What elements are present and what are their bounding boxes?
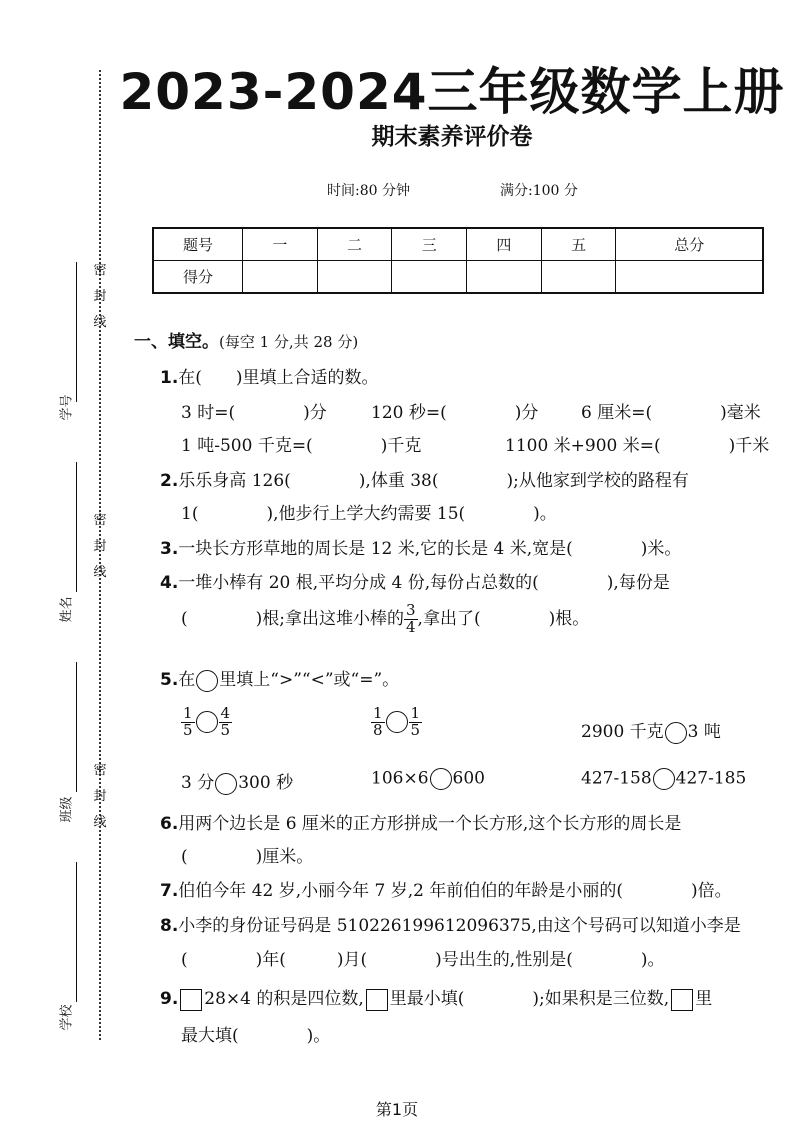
score-input-cell[interactable] xyxy=(243,261,318,294)
page-number: 第1页 xyxy=(375,1100,419,1119)
score-table-score-row xyxy=(153,261,763,294)
section-title: 一、填空。 xyxy=(134,332,219,352)
section-note: (每空 1 分,共 28 分) xyxy=(219,333,359,351)
page-title: 2023-2024三年级数学上册 xyxy=(119,63,785,121)
fraction xyxy=(371,706,385,739)
score-input-cell[interactable] xyxy=(616,261,763,294)
q1-item[interactable]: 1100 米+900 米=( )千米 xyxy=(505,436,770,456)
question-2[interactable] xyxy=(160,466,689,491)
compare-right: 600 xyxy=(452,768,485,789)
seal-char: 封 xyxy=(93,289,107,304)
q5-compare-f xyxy=(581,768,746,790)
question-6[interactable] xyxy=(160,809,681,834)
fraction-denominator: 5 xyxy=(220,720,231,739)
seal-char: 封 xyxy=(93,539,107,554)
question-2-cont[interactable]: 1( ),他步行上学大约需要 15( )。 xyxy=(181,504,557,524)
fraction xyxy=(409,706,423,739)
q5-compare-c xyxy=(581,717,721,744)
question-8[interactable] xyxy=(160,911,741,936)
compare-circle[interactable] xyxy=(215,773,237,795)
question-number: 3. xyxy=(160,539,179,559)
fraction xyxy=(219,706,233,739)
score-input-cell[interactable] xyxy=(467,261,542,294)
page-subtitle: 期末素养评价卷 xyxy=(371,124,533,150)
seal-label-group-2 xyxy=(92,508,108,586)
compare-right: 300 秒 xyxy=(238,773,294,793)
score-table xyxy=(152,227,764,294)
question-9[interactable] xyxy=(160,984,712,1011)
question-text: 在( )里填上合适的数。 xyxy=(178,368,379,388)
question-4[interactable] xyxy=(160,568,670,593)
fraction xyxy=(404,603,418,636)
q5-compare-a xyxy=(181,706,232,739)
answer-box xyxy=(366,989,388,1011)
question-7[interactable] xyxy=(160,876,732,901)
compare-circle[interactable] xyxy=(653,768,675,790)
table-cell: 得分 xyxy=(153,261,243,294)
question-text: 里 xyxy=(695,989,713,1009)
question-number: 2. xyxy=(160,471,179,491)
seal-char: 密 xyxy=(93,263,107,278)
name-fill-line[interactable] xyxy=(76,462,77,592)
question-number: 1. xyxy=(160,368,179,388)
section-1-heading xyxy=(134,327,358,352)
question-text: 伯伯今年 42 岁,小丽今年 7 岁,2 年前伯伯的年龄是小丽的( )倍。 xyxy=(178,881,732,901)
q1-item[interactable]: 6 厘米=( )毫米 xyxy=(581,403,761,423)
fraction-numerator: 4 xyxy=(220,704,231,722)
question-text: 一堆小棒有 20 根,平均分成 4 份,每份占总数的( ),每份是 xyxy=(178,573,670,593)
compare-left: 3 分 xyxy=(181,773,215,793)
compare-circle[interactable] xyxy=(665,722,687,744)
class-fill-line[interactable] xyxy=(76,662,77,792)
fraction-numerator: 1 xyxy=(410,704,421,722)
q1-item[interactable]: 1 吨-500 千克=( )千克 xyxy=(181,436,422,456)
q5-compare-d xyxy=(181,768,293,795)
table-cell: 总分 xyxy=(616,228,763,261)
table-cell: 三 xyxy=(392,228,467,261)
student-id-fill-line[interactable] xyxy=(76,262,77,402)
table-cell: 题号 xyxy=(153,228,243,261)
seal-char: 线 xyxy=(93,565,107,580)
fraction-denominator: 5 xyxy=(183,720,193,739)
q1-item[interactable]: 120 秒=( )分 xyxy=(371,403,539,423)
fraction-numerator: 1 xyxy=(373,704,383,722)
question-text: ,拿出了( )根。 xyxy=(417,608,590,629)
question-text: 小李的身份证号码是 510226199612096375,由这个号码可以知道小李是 xyxy=(178,916,741,936)
question-5 xyxy=(160,665,399,692)
score-input-cell[interactable] xyxy=(541,261,616,294)
compare-left: 2900 千克 xyxy=(581,722,664,742)
fraction-denominator: 4 xyxy=(406,617,416,636)
question-number: 4. xyxy=(160,573,179,593)
answer-box[interactable] xyxy=(180,989,202,1011)
question-4-cont[interactable] xyxy=(181,603,589,636)
question-1 xyxy=(160,363,379,388)
question-number: 5. xyxy=(160,670,179,690)
compare-circle[interactable] xyxy=(430,768,452,790)
q1-item[interactable]: 3 时=( )分 xyxy=(181,403,327,423)
compare-right: 427-185 xyxy=(675,768,747,789)
school-fill-line[interactable] xyxy=(76,862,77,1002)
name-label: 姓名 xyxy=(59,596,75,623)
question-number: 7. xyxy=(160,881,179,901)
table-cell: 二 xyxy=(317,228,392,261)
score-input-cell[interactable] xyxy=(392,261,467,294)
score-table-header-row xyxy=(153,228,763,261)
class-label: 班级 xyxy=(59,796,75,823)
seal-char: 密 xyxy=(93,763,107,778)
answer-box xyxy=(671,989,693,1011)
compare-right: 3 吨 xyxy=(687,722,721,742)
table-cell: 一 xyxy=(243,228,318,261)
compare-left: 427-158 xyxy=(581,768,652,789)
seal-label-group-3 xyxy=(92,758,108,836)
question-text: 里最小填( );如果积是三位数, xyxy=(389,989,670,1009)
question-number: 8. xyxy=(160,916,179,936)
question-text: 28×4 的积是四位数, xyxy=(204,989,364,1009)
question-text: 用两个边长是 6 厘米的正方形拼成一个长方形,这个长方形的周长是 xyxy=(178,814,682,834)
question-9-cont[interactable]: 最大填( )。 xyxy=(181,1026,331,1046)
q5-compare-e xyxy=(371,768,485,790)
question-text: 乐乐身高 126( ),体重 38( );从他家到学校的路程有 xyxy=(178,471,689,491)
seal-char: 封 xyxy=(93,789,107,804)
compare-circle[interactable] xyxy=(386,711,408,733)
seal-label-group-1 xyxy=(92,258,108,336)
compare-left: 106×6 xyxy=(371,768,429,789)
table-cell: 四 xyxy=(467,228,542,261)
fraction-numerator: 1 xyxy=(183,704,193,722)
score-input-cell[interactable] xyxy=(317,261,392,294)
compare-circle[interactable] xyxy=(196,711,218,733)
seal-char: 密 xyxy=(93,513,107,528)
fraction xyxy=(181,706,195,739)
exam-time: 时间:80 分钟 xyxy=(327,183,410,199)
question-text: 在 xyxy=(178,670,196,690)
question-number: 9. xyxy=(160,989,179,1009)
fraction-numerator: 3 xyxy=(406,601,416,619)
q5-compare-b xyxy=(371,706,422,739)
school-label: 学校 xyxy=(59,1004,75,1031)
question-number: 6. xyxy=(160,814,179,834)
fraction-denominator: 8 xyxy=(373,720,383,739)
question-text: ( )根;拿出这堆小棒的 xyxy=(181,608,404,629)
circle-icon xyxy=(196,670,218,692)
seal-char: 线 xyxy=(93,315,107,330)
question-8-cont[interactable]: ( )年( )月( )号出生的,性别是( )。 xyxy=(181,950,665,970)
exam-full-score: 满分:100 分 xyxy=(500,183,578,199)
student-id-label: 学号 xyxy=(59,394,75,421)
fraction-denominator: 5 xyxy=(410,720,421,739)
table-cell: 五 xyxy=(541,228,616,261)
question-text: 里填上“>”“<”或“=”。 xyxy=(219,670,400,690)
question-3[interactable] xyxy=(160,534,681,559)
seal-char: 线 xyxy=(93,815,107,830)
question-text: 一块长方形草地的周长是 12 米,它的长是 4 米,宽是( )米。 xyxy=(178,539,682,559)
question-6-cont[interactable]: ( )厘米。 xyxy=(181,847,314,867)
